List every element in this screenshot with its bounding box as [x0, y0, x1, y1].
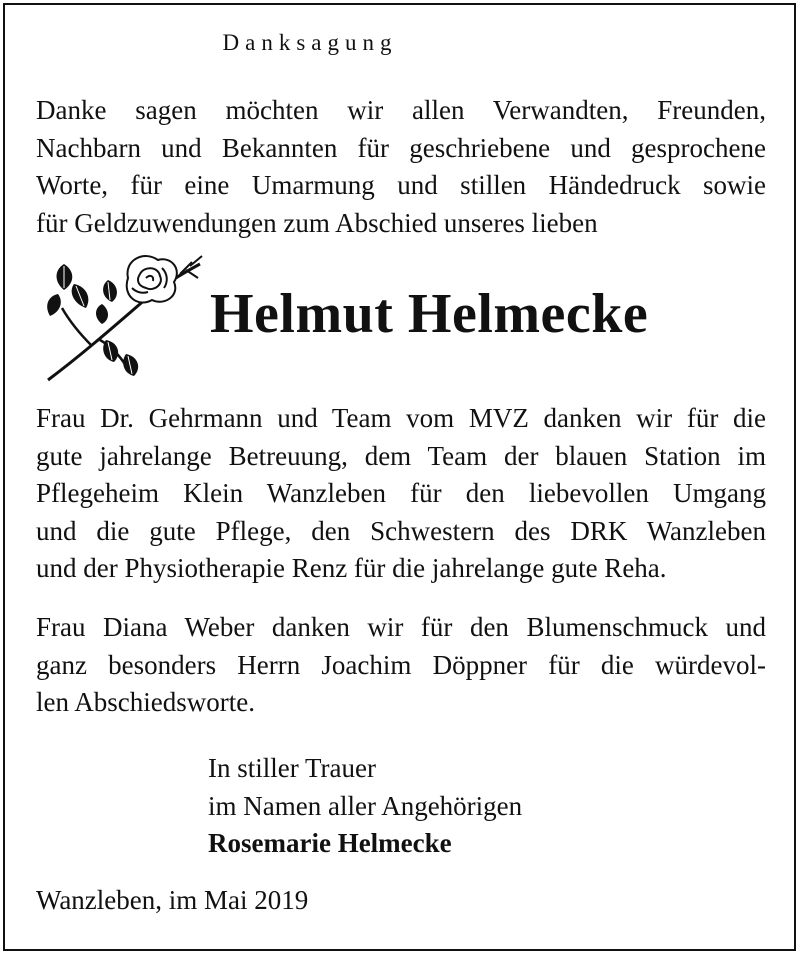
intro-line: für Geldzuwendungen zum Abschied unseres lieben [36, 207, 598, 238]
thanks-flowers-paragraph [36, 609, 766, 722]
thanks-care-line: und die gute Pflege, den Schwestern des DRK Wanzleben [36, 515, 766, 546]
signoff-block [208, 750, 522, 863]
deceased-name: Helmut Helmecke [210, 283, 649, 345]
thanks-care-line: Frau Dr. Gehrmann und Team vom MVZ danken wir für die [36, 403, 766, 433]
thanks-flowers-line: len Abschiedsworte. [36, 687, 255, 717]
intro-line: Danke sagen möchten wir allen Verwandten, Freunden, [36, 95, 766, 125]
thanks-care-paragraph [36, 400, 766, 588]
signoff-line: im Namen aller Angehörigen [208, 790, 523, 821]
thanks-care-line: und der Physiotherapie Renz für die jahrelange gute Reha. [36, 553, 667, 583]
intro-line: Worte, für eine Umarmung und stillen Händedruck sowie [36, 170, 766, 200]
signoff-line: In stiller Trauer [208, 753, 376, 783]
thanks-flowers-line: ganz besonders Herrn Joachim Döppner für die würdevol- [36, 649, 766, 680]
thanks-care-line: Pflegeheim Klein Wanzleben für den liebevollen Umgang [36, 478, 766, 508]
thanks-flowers-line: Frau Diana Weber danken wir für den Blumenschmuck und [36, 612, 766, 642]
notice-heading: Danksagung [222, 30, 398, 55]
signer-name: Rosemarie Helmecke [208, 828, 452, 858]
thanks-care-line: gute jahrelange Betreuung, dem Team der blauen Station im [36, 440, 766, 471]
place-date: Wanzleben, im Mai 2019 [36, 885, 309, 915]
intro-line: Nachbarn und Bekannten für geschriebene und gesprochene [36, 132, 766, 163]
intro-paragraph [36, 92, 766, 242]
rose-icon [40, 252, 210, 387]
